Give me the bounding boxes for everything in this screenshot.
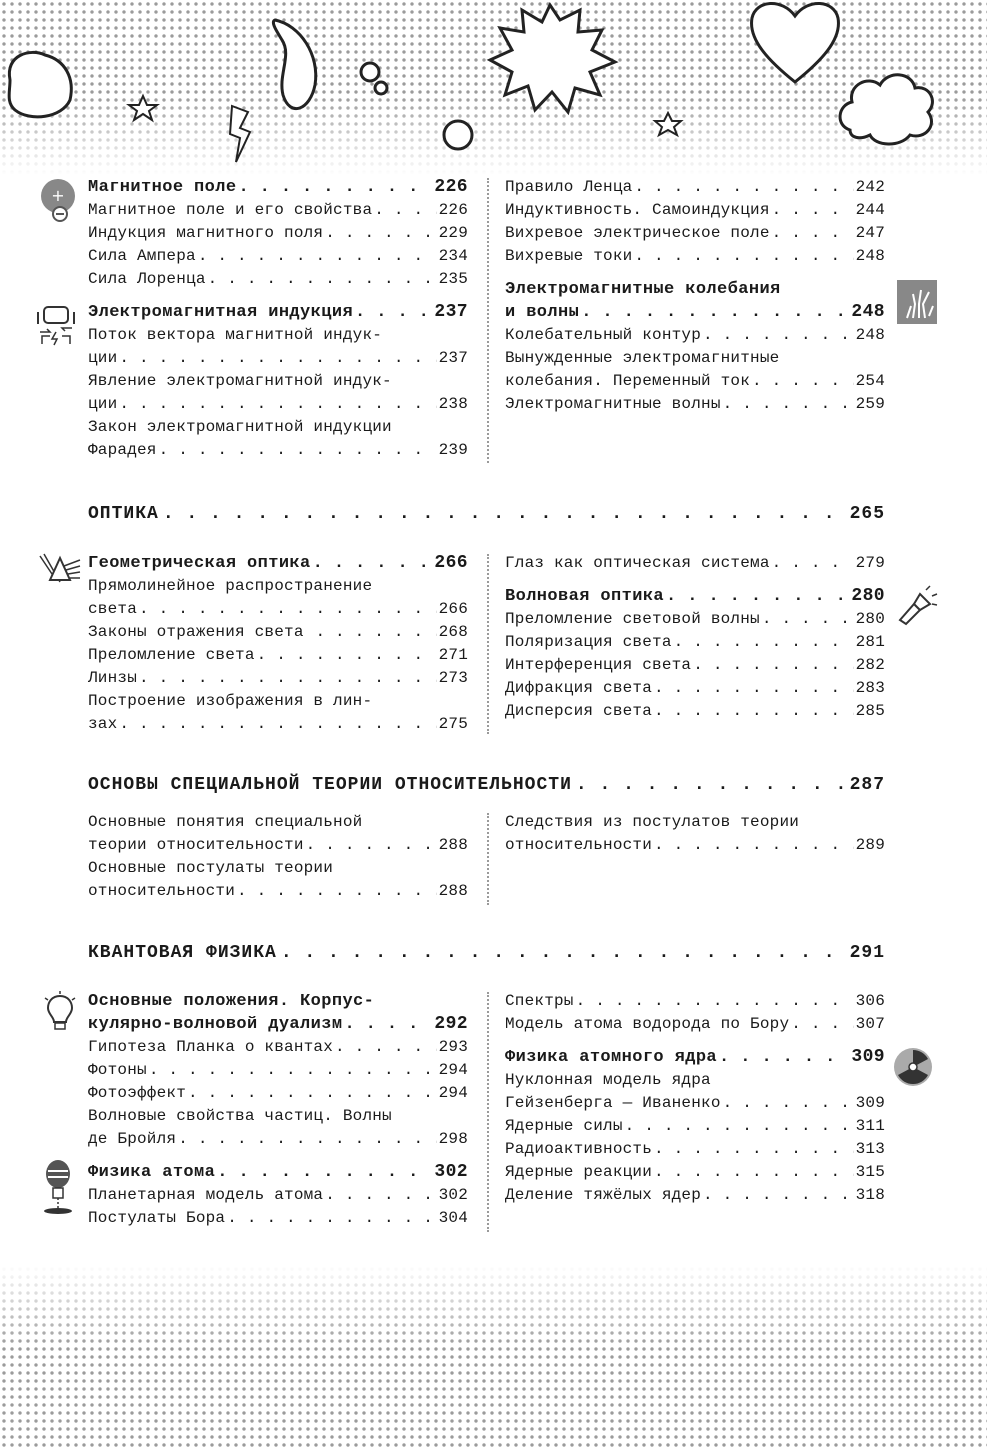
lamp-atom-icon xyxy=(40,1158,76,1216)
toc-entry: Электромагнитные волны . . . 259 xyxy=(505,393,885,416)
column-divider xyxy=(487,992,489,1232)
toc-entry: Правило Ленца . . . 242 xyxy=(505,176,885,199)
bubble-shape xyxy=(444,121,472,149)
lightning-shape xyxy=(230,106,250,162)
toc-entry: Колебательный контур . . . 248 xyxy=(505,324,885,347)
toc-entry: Спектры . . . 306 xyxy=(505,990,885,1013)
toc-entry: Гейзенберга — Иваненко . . . 309 xyxy=(505,1092,885,1115)
toc-entry: Деление тяжёлых ядер . . . 318 xyxy=(505,1184,885,1207)
toc-entry: Поляризация света . . . 281 xyxy=(505,631,885,654)
toc-entry: теории относительности . . . 288 xyxy=(88,834,468,857)
toc-entry: Вихревое электрическое поле . . . 247 xyxy=(505,222,885,245)
toc-entry: Гипотеза Планка о квантах . . . 293 xyxy=(88,1036,468,1059)
toc-entry: Электромагнитная индукция . . . 237 xyxy=(88,301,468,324)
toc-entry: Радиоактивность . . . 313 xyxy=(505,1138,885,1161)
toc-entry-line: Основные положения. Корпус- xyxy=(88,992,375,1011)
radiation-icon xyxy=(892,1046,934,1088)
flashlight-icon xyxy=(892,584,938,626)
column-divider xyxy=(487,554,489,734)
toc-entry: кулярно-волновой дуализм . . . 292 xyxy=(88,1013,468,1036)
bubble-shape xyxy=(375,82,387,94)
toc-entry: Законы отражения света . . . 268 xyxy=(88,621,468,644)
toc-entry: ции . . . 237 xyxy=(88,347,468,370)
toc-block1-left xyxy=(88,176,468,462)
toc-entry: света . . . 266 xyxy=(88,598,468,621)
toc-entry: Глаз как оптическая система . . . 279 xyxy=(505,552,885,575)
toc-entry: Индуктивность. Самоиндукция . . . 244 xyxy=(505,199,885,222)
section-heading-optics: ОПТИКА . . . 265 xyxy=(88,504,885,524)
induction-battery-icon xyxy=(34,304,78,346)
toc-entry-line: Закон электромагнитной индукции xyxy=(88,418,392,436)
toc-entry: Дифракция света . . . 283 xyxy=(505,677,885,700)
toc-entry: Модель атома водорода по Бору . . . 307 xyxy=(505,1013,885,1036)
halftone-bottom-decoration xyxy=(0,1265,987,1447)
toc-block4-right xyxy=(505,990,885,1207)
lightbulb-icon xyxy=(42,990,78,1032)
toc-entry: Геометрическая оптика . . . 266 xyxy=(88,552,468,575)
toc-entry: Сила Ампера . . . 234 xyxy=(88,245,468,268)
toc-entry: де Бройля . . . 298 xyxy=(88,1128,468,1151)
toc-block1-right xyxy=(505,176,885,416)
section-heading-quantum: КВАНТОВАЯ ФИЗИКА . . . 291 xyxy=(88,943,885,963)
toc-entry-line: Основные понятия специальной xyxy=(88,813,363,831)
toc-entry-line: Прямолинейное распространение xyxy=(88,577,373,595)
toc-block2-right xyxy=(505,552,885,723)
section-heading-relativity: ОСНОВЫ СПЕЦИАЛЬНОЙ ТЕОРИИ ОТНОСИТЕЛЬНОСТИ . . . 287 xyxy=(88,775,885,795)
burst-shape xyxy=(490,5,615,112)
toc-entry: Индукция магнитного поля . . . 229 xyxy=(88,222,468,245)
toc-entry: относительности . . . 288 xyxy=(88,880,468,903)
toc-entry-line: Волновые свойства частиц. Волны xyxy=(88,1107,392,1125)
toc-block3-left xyxy=(88,811,468,903)
toc-entry: Волновая оптика . . . 280 xyxy=(505,585,885,608)
toc-entry: и волны . . . 248 xyxy=(505,301,885,324)
bubble-shape xyxy=(361,63,379,81)
toc-entry: Сила Лоренца . . . 235 xyxy=(88,268,468,291)
toc-entry: Фотоэффект . . . 294 xyxy=(88,1082,468,1105)
toc-entry-line: Поток вектора магнитной индук- xyxy=(88,326,383,344)
toc-entry-line: Следствия из постулатов теории xyxy=(505,813,800,831)
star-shape xyxy=(129,96,157,120)
toc-entry-line: Электромагнитные колебания xyxy=(505,280,781,299)
toc-entry: Планетарная модель атома . . . 302 xyxy=(88,1184,468,1207)
toc-entry: колебания. Переменный ток . . . 254 xyxy=(505,370,885,393)
toc-entry: ции . . . 238 xyxy=(88,393,468,416)
cloud-shape xyxy=(840,75,932,144)
toc-entry: Линзы . . . 273 xyxy=(88,667,468,690)
toc-entry: Дисперсия света . . . 285 xyxy=(505,700,885,723)
top-doodles-decoration xyxy=(0,0,987,175)
toc-entry: Физика атомного ядра . . . 309 xyxy=(505,1046,885,1069)
toc-entry: Физика атома . . . 302 xyxy=(88,1161,468,1184)
heart-shape xyxy=(752,3,839,82)
toc-block4-left xyxy=(88,990,468,1230)
star-shape xyxy=(655,113,681,135)
toc-block2-left xyxy=(88,552,468,736)
toc-entry: Ядерные реакции . . . 315 xyxy=(505,1161,885,1184)
toc-entry: Фотоны . . . 294 xyxy=(88,1059,468,1082)
toc-entry: относительности . . . 289 xyxy=(505,834,885,857)
toc-entry-line: Вынужденные электромагнитные xyxy=(505,349,780,367)
xray-hand-icon xyxy=(897,280,937,324)
toc-entry: Постулаты Бора . . . 304 xyxy=(88,1207,468,1230)
toc-entry: Фарадея . . . 239 xyxy=(88,439,468,462)
toc-entry: Преломление световой волны . . . 280 xyxy=(505,608,885,631)
toc-block3-right xyxy=(505,811,885,857)
toc-entry: Вихревые токи . . . 248 xyxy=(505,245,885,268)
magnet-pole-icon xyxy=(38,178,78,224)
drop-shape xyxy=(273,20,315,109)
toc-entry: Преломление света . . . 271 xyxy=(88,644,468,667)
svg-text:+: + xyxy=(51,186,65,205)
blob-shape xyxy=(9,52,71,116)
toc-entry: зах . . . 275 xyxy=(88,713,468,736)
toc-entry-line: Построение изображения в лин- xyxy=(88,692,373,710)
prism-light-icon xyxy=(36,552,82,584)
toc-entry: Интерференция света . . . 282 xyxy=(505,654,885,677)
toc-entry-line: Нуклонная модель ядра xyxy=(505,1071,711,1089)
toc-entry-line: Основные постулаты теории xyxy=(88,859,334,877)
column-divider xyxy=(487,178,489,463)
toc-entry: Магнитное поле . . . 226 xyxy=(88,176,468,199)
toc-entry-line: Явление электромагнитной индук- xyxy=(88,372,392,390)
toc-entry: Магнитное поле и его свойства . . . 226 xyxy=(88,199,468,222)
column-divider xyxy=(487,813,489,905)
toc-entry: Ядерные силы . . . 311 xyxy=(505,1115,885,1138)
